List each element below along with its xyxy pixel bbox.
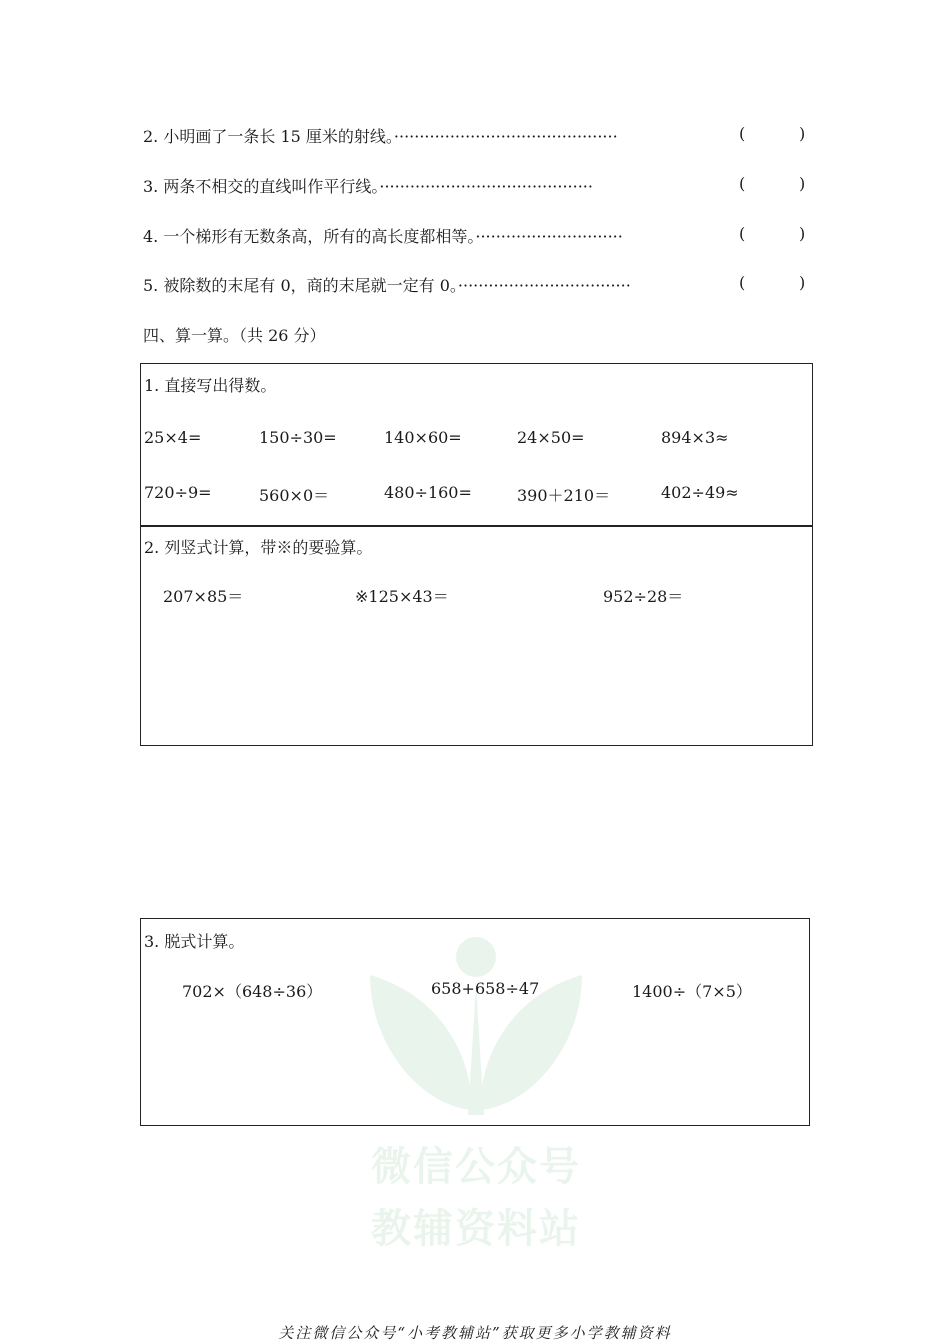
judgement-text: 4. 一个梯形有无数条高，所有的高长度都相等。····························· xyxy=(143,227,623,246)
answer-paren-open[interactable]: ( xyxy=(739,273,746,292)
judgement-text: 2. 小明画了一条长 15 厘米的射线。············································ xyxy=(143,127,618,146)
oral-question[interactable]: 480÷160= xyxy=(384,483,472,502)
oral-question[interactable]: 140×60= xyxy=(384,428,462,447)
part3-label: 3. 脱式计算。 xyxy=(144,932,245,951)
oral-question[interactable]: 24×50= xyxy=(517,428,585,447)
vertical-question[interactable]: ※125×43＝ xyxy=(355,587,449,606)
answer-paren-close: ) xyxy=(799,273,806,292)
oral-question[interactable]: 390＋210＝ xyxy=(517,486,611,505)
stepwise-question[interactable]: 658+658÷47 xyxy=(431,979,540,998)
answer-paren-close: ) xyxy=(799,124,806,143)
vertical-calc-box xyxy=(140,525,813,746)
judgement-item-5 xyxy=(143,273,807,297)
answer-paren-open[interactable]: ( xyxy=(739,224,746,243)
watermark-line2: 教辅资料站 xyxy=(371,1206,581,1252)
judgement-text: 5. 被除数的末尾有 0，商的末尾就一定有 0。·································· xyxy=(143,276,631,295)
stepwise-question[interactable]: 702×（648÷36） xyxy=(182,982,323,1001)
answer-paren-close: ) xyxy=(799,174,806,193)
judgement-item-2 xyxy=(143,124,807,148)
judgement-item-4 xyxy=(143,224,807,248)
oral-question[interactable]: 720÷9= xyxy=(144,483,212,502)
judgement-item-3 xyxy=(143,174,807,198)
oral-question[interactable]: 402÷49≈ xyxy=(661,483,739,502)
stepwise-question[interactable]: 1400÷（7×5） xyxy=(632,982,752,1001)
oral-question[interactable]: 25×4= xyxy=(144,428,202,447)
answer-paren-close: ) xyxy=(799,224,806,243)
vertical-question[interactable]: 207×85＝ xyxy=(163,587,244,606)
oral-question[interactable]: 560×0＝ xyxy=(259,486,330,505)
vertical-question[interactable]: 952÷28＝ xyxy=(603,587,684,606)
watermark-line1: 微信公众号 xyxy=(371,1144,581,1190)
oral-question[interactable]: 150÷30= xyxy=(259,428,337,447)
part1-label: 1. 直接写出得数。 xyxy=(144,376,277,395)
part2-label: 2. 列竖式计算，带※的要验算。 xyxy=(144,538,373,557)
section-title: 四、算一算。（共 26 分） xyxy=(143,326,326,345)
footer-note: 关注微信公众号“小考教辅站”获取更多小学教辅资料 xyxy=(278,1324,672,1342)
answer-paren-open[interactable]: ( xyxy=(739,174,746,193)
answer-paren-open[interactable]: ( xyxy=(739,124,746,143)
oral-question[interactable]: 894×3≈ xyxy=(661,428,729,447)
judgement-text: 3. 两条不相交的直线叫作平行线。·········································· xyxy=(143,177,593,196)
